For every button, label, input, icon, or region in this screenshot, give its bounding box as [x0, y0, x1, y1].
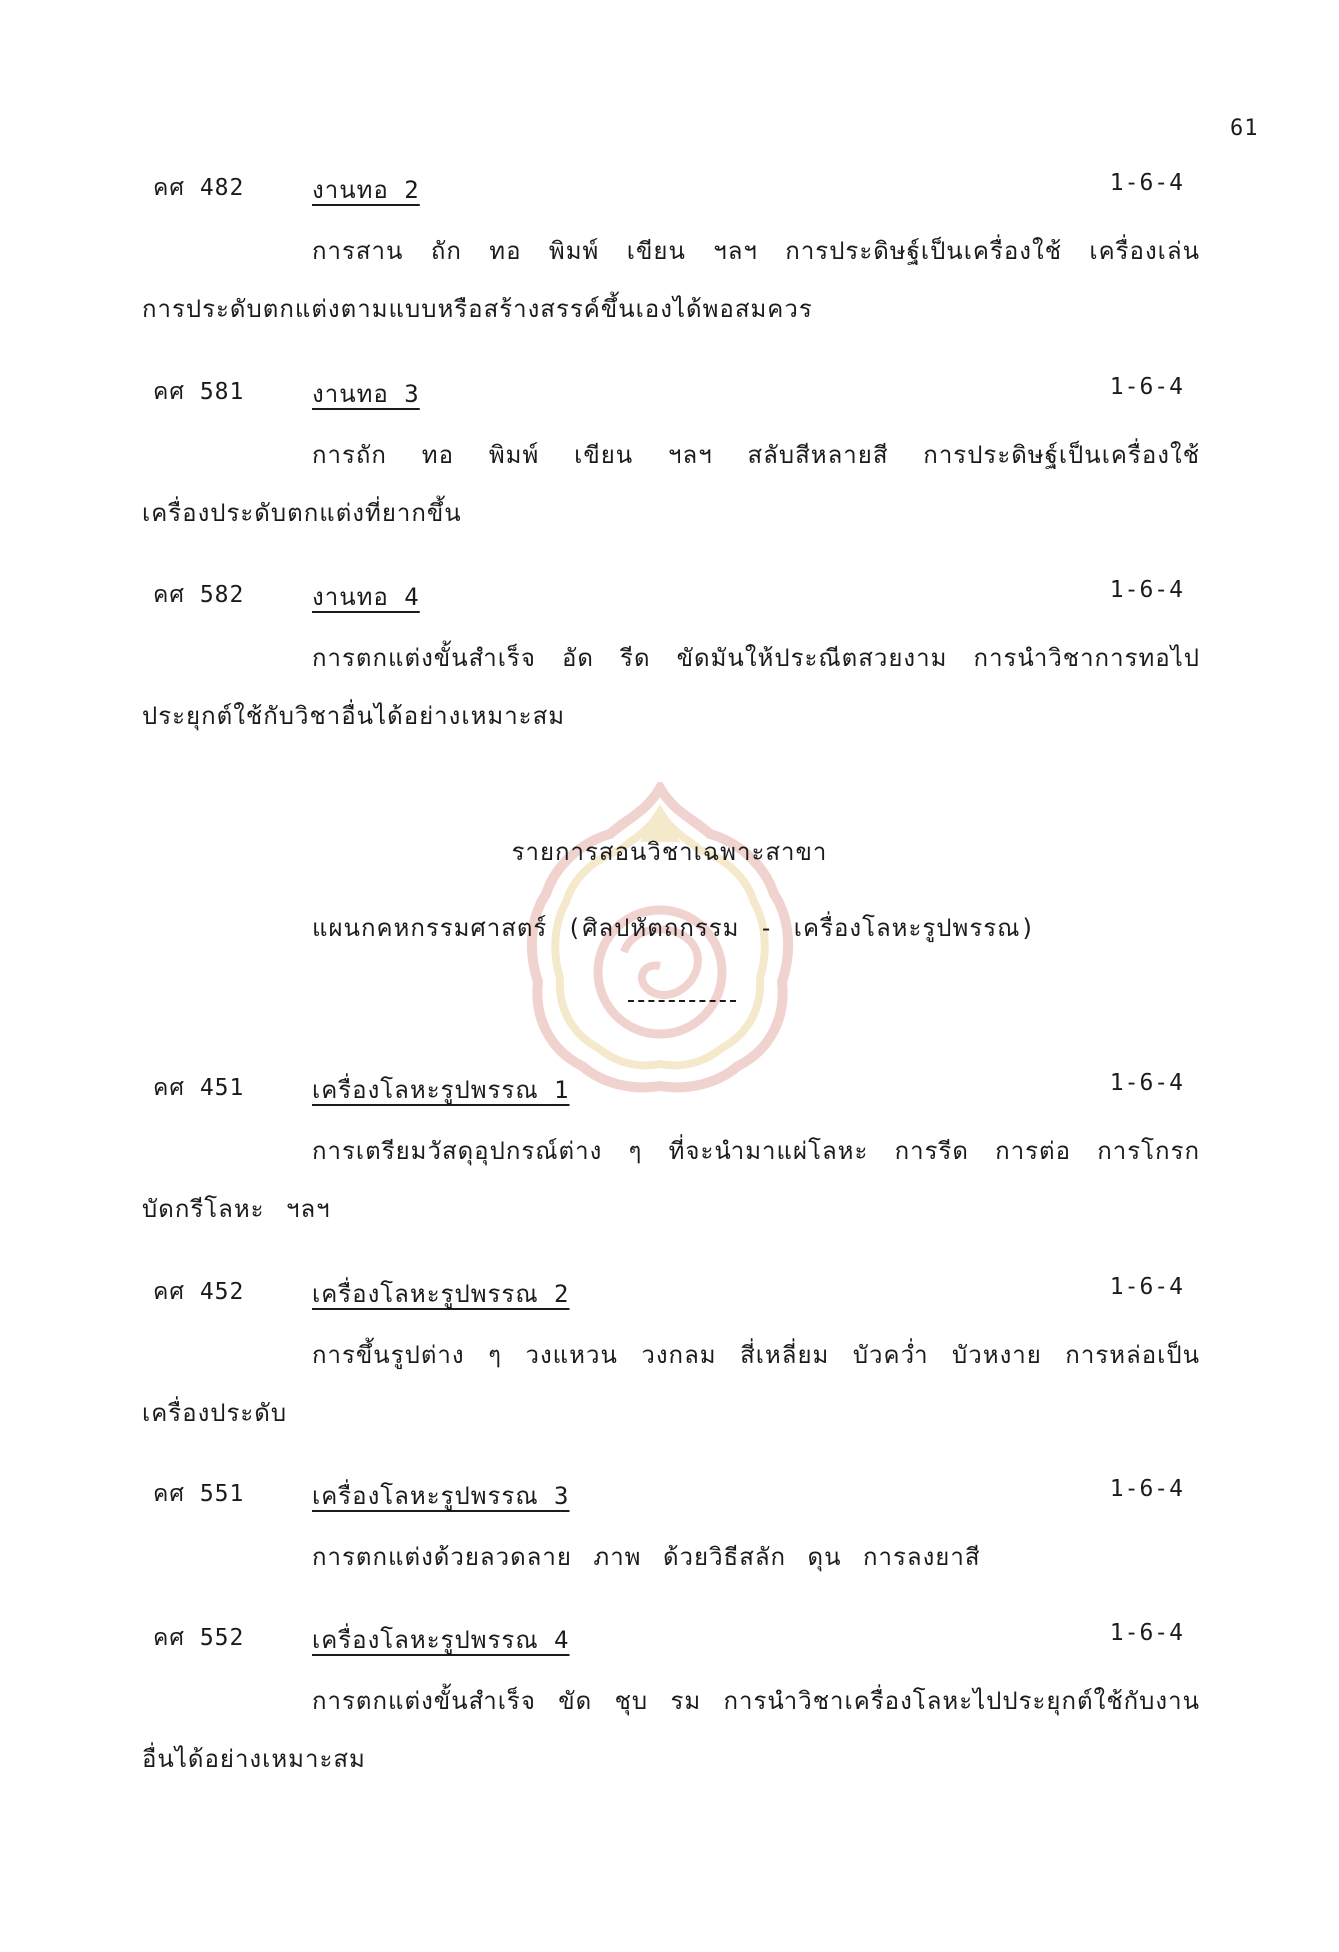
course-code: คศ 582: [153, 582, 245, 608]
course-description: การตกแต่งขั้นสำเร็จ อัด รีด ขัดมันให้ประณีตสวยงาม การนำวิชาการทอไปประยุกต์ใช้กับวิชาอื่นได้อย่างเหมาะสม: [142, 644, 1200, 730]
section-subheading: แผนกคหกรรมศาสตร์ (ศิลปหัตถกรรม - เครื่องโลหะรูปพรรณ): [312, 914, 1036, 942]
course-title: งานทอ 2: [312, 176, 420, 204]
course-description: การถัก ทอ พิมพ์ เขียน ฯลฯ สลับสีหลายสี การประดิษฐ์เป็นเครื่องใช้ เครื่องประดับตกแต่งที่ยากขึ้น: [142, 441, 1200, 527]
section-divider: [628, 1000, 736, 1002]
course-code: คศ 451: [153, 1075, 245, 1101]
course-code: คศ 452: [153, 1279, 245, 1305]
course-code: คศ 482: [153, 175, 245, 201]
course-credits: 1-6-4: [1109, 1620, 1184, 1646]
course-title: เครื่องโลหะรูปพรรณ 4: [312, 1626, 570, 1654]
course-description: การขึ้นรูปต่าง ๆ วงแหวน วงกลม สี่เหลี่ยม บัวคว่ำ บัวหงาย การหล่อเป็นเครื่องประดับ: [142, 1341, 1200, 1427]
course-code: คศ 552: [153, 1625, 245, 1651]
page-number: 61: [1230, 116, 1259, 141]
course-title: เครื่องโลหะรูปพรรณ 3: [312, 1482, 570, 1510]
course-credits: 1-6-4: [1109, 577, 1184, 603]
course-credits: 1-6-4: [1109, 1274, 1184, 1300]
course-credits: 1-6-4: [1109, 374, 1184, 400]
course-title: เครื่องโลหะรูปพรรณ 1: [312, 1076, 570, 1104]
course-code: คศ 581: [153, 379, 245, 405]
course-description: การสาน ถัก ทอ พิมพ์ เขียน ฯลฯ การประดิษฐ์เป็นเครื่องใช้ เครื่องเล่น การประดับตกแต่งตามแบบหรือสร้างสรรค์ขึ้นเองได้พอสมควร: [142, 237, 1200, 323]
course-description: การตกแต่งขั้นสำเร็จ ขัด ชุบ รม การนำวิชาเครื่องโลหะไปประยุกต์ใช้กับงานอื่นได้อย่างเหมาะสม: [142, 1687, 1200, 1773]
course-credits: 1-6-4: [1109, 1476, 1184, 1502]
course-code: คศ 551: [153, 1481, 245, 1507]
course-credits: 1-6-4: [1109, 170, 1184, 196]
course-title: งานทอ 4: [312, 583, 420, 611]
course-credits: 1-6-4: [1109, 1070, 1184, 1096]
course-title: งานทอ 3: [312, 380, 420, 408]
course-title: เครื่องโลหะรูปพรรณ 2: [312, 1280, 570, 1308]
course-description: การเตรียมวัสดุอุปกรณ์ต่าง ๆ ที่จะนำมาแผ่โลหะ การรีด การต่อ การโกรก บัดกรีโลหะ ฯลฯ: [142, 1137, 1200, 1223]
section-heading: รายการสอนวิชาเฉพาะสาขา: [511, 838, 828, 866]
course-description: การตกแต่งด้วยลวดลาย ภาพ ด้วยวิธีสลัก ดุน การลงยาสี: [312, 1543, 981, 1571]
